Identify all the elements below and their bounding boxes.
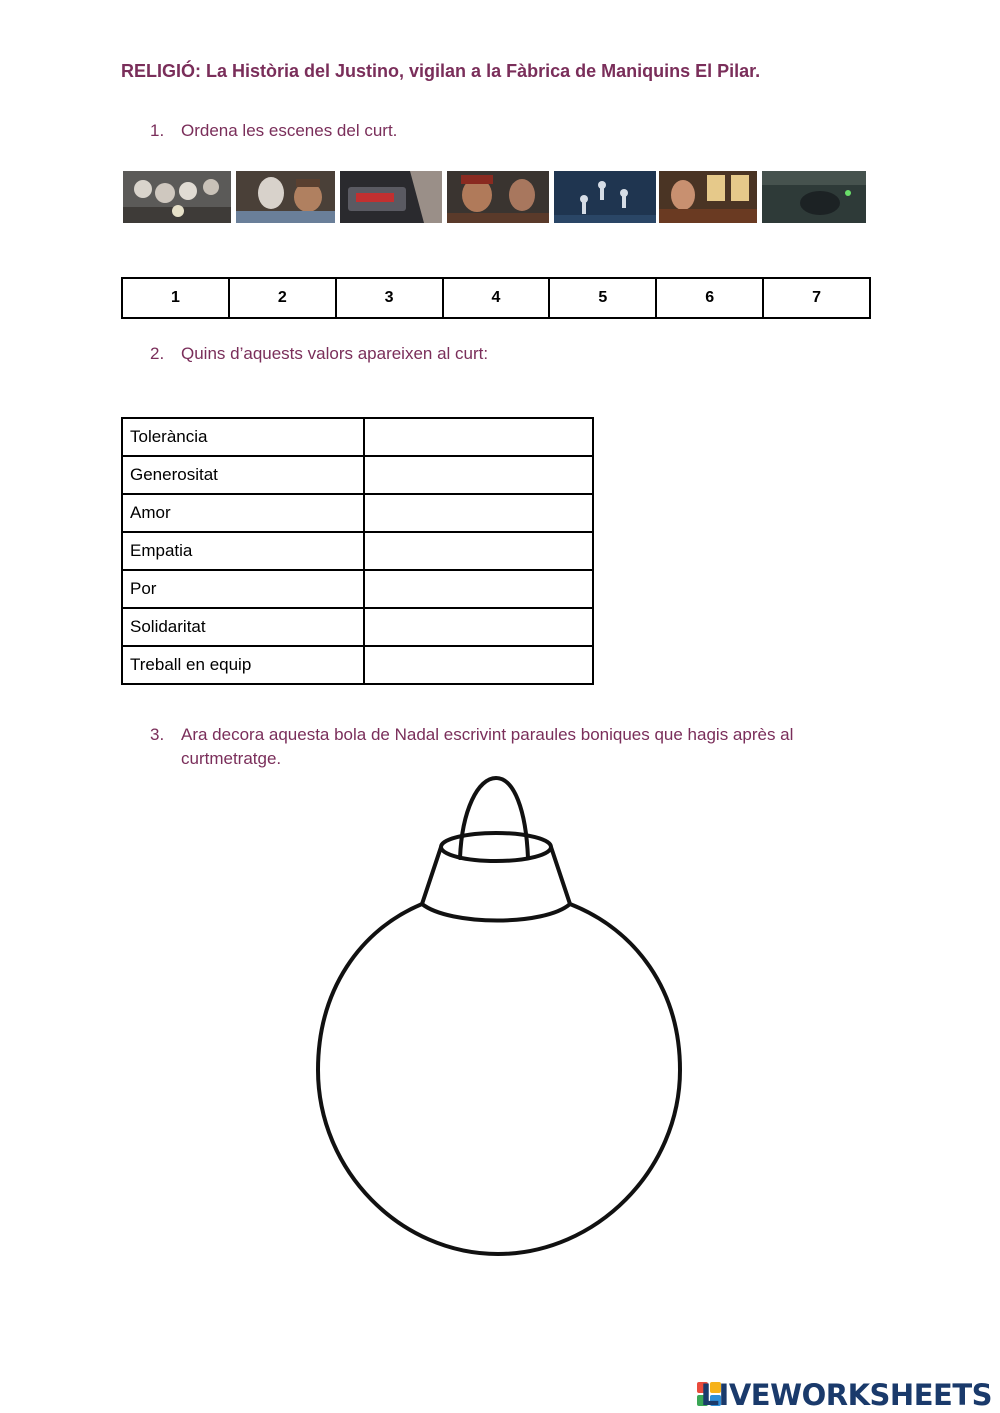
question-number: 1. xyxy=(150,121,165,140)
table-row xyxy=(122,608,593,646)
brand-wordmark[interactable]: LIVEWORKSHEETS xyxy=(700,1378,992,1412)
order-table xyxy=(121,277,871,319)
question-number: 2. xyxy=(150,344,165,363)
values-table xyxy=(121,417,594,685)
value-label: Tolerància xyxy=(122,418,364,456)
scene-image-1[interactable] xyxy=(123,171,231,223)
question-number: 3. xyxy=(150,725,165,744)
order-cell[interactable]: 7 xyxy=(763,278,870,318)
order-cell[interactable]: 3 xyxy=(336,278,443,318)
question-text: Ordena les escenes del curt. xyxy=(181,121,398,140)
value-label: Generositat xyxy=(122,456,364,494)
order-cell[interactable]: 5 xyxy=(549,278,656,318)
order-cell[interactable]: 1 xyxy=(122,278,229,318)
question-text: Ara decora aquesta bola de Nadal escrivint paraules boniques que hagis après al curtmetratge. xyxy=(181,725,794,768)
value-label: Por xyxy=(122,570,364,608)
order-cell[interactable]: 4 xyxy=(443,278,550,318)
scene-image-4[interactable] xyxy=(447,171,549,223)
question-text: Quins d’aquests valors apareixen al curt: xyxy=(181,344,489,363)
table-row xyxy=(122,646,593,684)
answer-cell[interactable] xyxy=(364,646,593,684)
scene-image-6[interactable] xyxy=(659,171,757,223)
table-row xyxy=(122,418,593,456)
scene-image-3[interactable] xyxy=(340,171,442,223)
answer-cell[interactable] xyxy=(364,456,593,494)
table-row xyxy=(122,532,593,570)
answer-cell[interactable] xyxy=(364,608,593,646)
ornament-cap-top xyxy=(441,833,551,861)
value-label: Amor xyxy=(122,494,364,532)
ornament-ball xyxy=(318,904,680,1254)
scene-image-5[interactable] xyxy=(554,171,656,223)
christmas-ornament-drawing[interactable] xyxy=(300,770,700,1260)
table-row xyxy=(122,494,593,532)
page-title: RELIGIÓ: La Història del Justino, vigilan a la Fàbrica de Maniquins El Pilar. xyxy=(121,61,761,81)
question-1 xyxy=(150,119,850,145)
table-row xyxy=(122,456,593,494)
value-label: Solidaritat xyxy=(122,608,364,646)
ornament-cap xyxy=(422,847,570,921)
question-2 xyxy=(150,342,850,368)
answer-cell[interactable] xyxy=(364,570,593,608)
order-cell[interactable]: 2 xyxy=(229,278,336,318)
question-3 xyxy=(150,723,870,775)
value-label: Empatia xyxy=(122,532,364,570)
ornament-loop xyxy=(460,778,528,858)
answer-cell[interactable] xyxy=(364,532,593,570)
order-cell[interactable]: 6 xyxy=(656,278,763,318)
value-label: Treball en equip xyxy=(122,646,364,684)
scene-image-2[interactable] xyxy=(236,171,335,223)
scene-image-7[interactable] xyxy=(762,171,866,223)
answer-cell[interactable] xyxy=(364,494,593,532)
table-row xyxy=(122,570,593,608)
answer-cell[interactable] xyxy=(364,418,593,456)
